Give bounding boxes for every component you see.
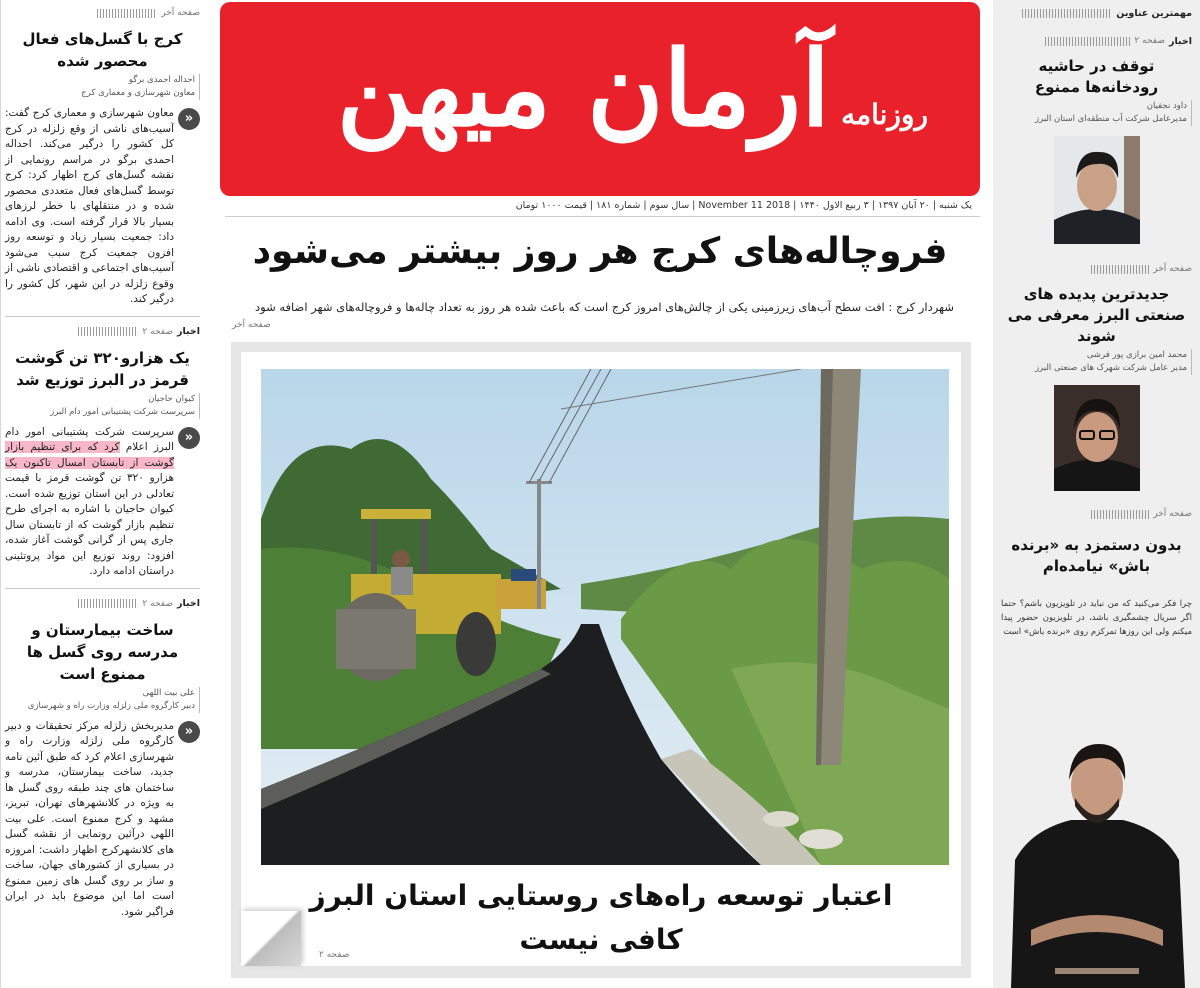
section-label: اخبار <box>176 326 200 337</box>
article-text-part: سرپرست شرکت پشتیبانی امور دام البرز اعلام <box>5 425 174 453</box>
highlighted-text[interactable]: کرد که برای تنظیم بازار گوشت از تابستان امسال تاکنون یک <box>5 441 174 469</box>
article-text: معاون شهرسازی و معماری کرج گفت: آسیب‌های ناشی از وقع زلزله در کرج کل کشور را درگیر می‌کند. احداله احمدی برگو در مراسم رونمایی از نقشه گسل‌های کرج اظهار کرد: کرج توسط گسل‌های فعال متعددی محصور شده و در منتقلهای با خطر لرزهای بسیار بالا قرار گرفته است. وی ادامه داد: جمعیت بسیار زیاد و توسعه روز افزون جمعیت کرج سبب می‌شود آسیب‌های اجتماعی و اقتصادی ناشی از وقوع زلزله در این شهر، کل کشور را درگیر کند. <box>5 107 174 305</box>
feature-photo-frame <box>231 342 971 978</box>
section-tag <box>1001 32 1192 50</box>
photo-caption-headline[interactable]: اعتبار توسعه راه‌های روستایی استان البرز کافی نیست <box>309 879 893 956</box>
byline <box>5 687 200 713</box>
divider <box>5 316 200 317</box>
article-text: مدیربخش زلزله مرکز تحقیقات و دبیر کارگروه ملی زلزله وزارت راه و شهرسازی اعلام کرد که طبق آئین نامه جدید، ساخت بیمارستان، مدرسه و ساختمان های چند طبقه روی گسل ها به ویژه در کلانشهرهای تهران، تبریز، مشهد و کرج ممنوع است. علی بیت اللهی درآئین رونمایی از نقشه گسل های کلانشهرکرج اظهار داشت: امروزه در بسیاری از کشورهای جهان، ساخت و ساز بر روی گسل های زمین ممنوع است اما این موضوع باید در ایران فراگیر شود. <box>5 719 174 918</box>
feature-photo-card <box>241 352 961 966</box>
article-body <box>5 719 200 921</box>
hatch-rule <box>78 599 138 608</box>
page-curl-decoration <box>241 911 301 966</box>
sidebar-header-label: مهمترین عناوین <box>1116 7 1192 19</box>
headline-link[interactable]: بدون دستمزد به «برنده باش» نیامده‌ام <box>1011 536 1182 575</box>
author-role: سرپرست شرکت پشتیبانی امور دام البرز <box>50 406 200 419</box>
hatch-rule <box>97 9 157 18</box>
dateline: یک شنبه | ۲۰ آبان ۱۳۹۷ | ۳ ربیع الاول ۱۴۴۰ | 2018 November 11 | سال سوم | شماره ۱۸۱ | قیمت ۱۰۰۰ تومان <box>225 200 980 217</box>
road-paving-photo[interactable] <box>261 369 949 865</box>
photo-page-ref: صفحه ۲ <box>319 950 350 960</box>
sidebar-header <box>1001 4 1192 22</box>
article-text <box>5 425 174 580</box>
celebrity-photo <box>1001 740 1193 988</box>
double-chevron-icon: « <box>178 721 200 743</box>
blurb-text: چرا فکر می‌کنید که من نباید در تلویزیون باشم؟ حتما اگر سریال چشمگیری باشد، در تلویزیون حضور پیدا میکنم ولی این روزها تمرکزم روی «برنده باش» است <box>1001 599 1192 637</box>
author-name: محمد امین برازی پور فرشی <box>1087 349 1192 362</box>
article-body <box>5 106 200 308</box>
person-icon <box>1054 385 1140 491</box>
headline-link[interactable]: جدیدترین پدیده های صنعتی البرز معرفی می شوند <box>1007 285 1186 345</box>
section-tag <box>5 595 200 613</box>
byline <box>1001 349 1192 375</box>
author-name: داود نجفیان <box>1147 100 1192 113</box>
headline-link[interactable]: ساخت بیمارستان و مدرسه روی گسل ها ممنوع است <box>26 620 179 683</box>
main-page-ref: صفحه آخر <box>232 320 271 330</box>
article-text-part: هزارو ۳۲۰ تن گوشت قرمز با قیمت تعادلی در این استان توزیع شده است. کیوان حاجیان با اشاره به اجرای طرح تنظیم بازار گوشت که از تابستان سال جاری پس از گرانی گوشت آغاز شده، افزود: روند توزیع این مواد پروتئینی دراستان ادامه دارد. <box>5 472 174 577</box>
page-ref: صفحه آخر <box>1153 509 1192 519</box>
article-body <box>5 425 200 580</box>
page-ref: صفحه آخر <box>1153 264 1192 274</box>
hatch-rule <box>1045 37 1130 46</box>
newspaper-logo-title: آرمان میهن <box>336 27 830 150</box>
top-headlines-sidebar <box>993 0 1200 988</box>
section-tag <box>5 4 200 22</box>
author-role: مدیرعامل شرکت آب منطقه‌ای استان البرز <box>1035 113 1192 126</box>
page-ref: صفحه ۲ <box>142 598 173 609</box>
headline-link[interactable]: توقف در حاشیه رودخانه‌ها ممنوع <box>1034 57 1159 96</box>
left-news-column <box>0 0 212 988</box>
masthead <box>220 2 980 196</box>
byline <box>1001 100 1192 126</box>
newspaper-logo-subtitle: روزنامه <box>841 98 928 131</box>
portrait-photo <box>1054 385 1140 491</box>
hatch-rule <box>1091 265 1149 274</box>
author-role: معاون شهرسازی و معماری کرج <box>81 87 200 100</box>
author-name: کیوان حاجیان <box>148 393 200 406</box>
headline-link[interactable]: یک هزارو۳۲۰ تن گوشت قرمز در البرز توزیع شد <box>15 348 190 389</box>
author-name: احداله احمدی برگو <box>129 74 200 87</box>
page-ref: صفحه ۲ <box>1134 36 1165 46</box>
hatch-rule <box>1091 510 1149 519</box>
author-role: مدیر عامل شرکت شهرک های صنعتی البرز <box>1035 362 1192 375</box>
main-headline[interactable]: فروچاله‌های کرج هر روز بیشتر می‌شود <box>252 231 948 272</box>
double-chevron-icon: « <box>178 427 200 449</box>
author-role: دبیر کارگروه ملی زلزله وزارت راه و شهرسازی <box>28 700 200 713</box>
person-icon <box>1001 740 1193 988</box>
divider <box>5 588 200 589</box>
byline <box>5 74 200 100</box>
section-tag <box>5 323 200 341</box>
section-label: اخبار <box>1168 35 1192 47</box>
hatch-rule <box>78 327 138 336</box>
author-name: علی بیت اللهی <box>143 687 200 700</box>
hatch-rule <box>1022 9 1112 18</box>
headline-link[interactable]: کرج با گسل‌های فعال محصور شده <box>22 30 183 70</box>
byline <box>5 393 200 419</box>
page-ref: صفحه ۲ <box>142 326 173 337</box>
portrait-photo <box>1054 136 1140 244</box>
person-icon <box>1054 136 1140 244</box>
section-tag <box>1001 505 1192 523</box>
double-chevron-icon: « <box>178 108 200 130</box>
page-ref: صفحه آخر <box>161 8 200 18</box>
main-lede: شهردار کرج : افت سطح آب‌های زیرزمینی یکی از چالش‌های امروز کرج است که باعث شده هر روز به تعداد چاله‌ها و فروچاله‌های شهر اضافه شود <box>255 300 954 314</box>
section-label: اخبار <box>176 598 200 609</box>
section-tag <box>1001 260 1192 278</box>
